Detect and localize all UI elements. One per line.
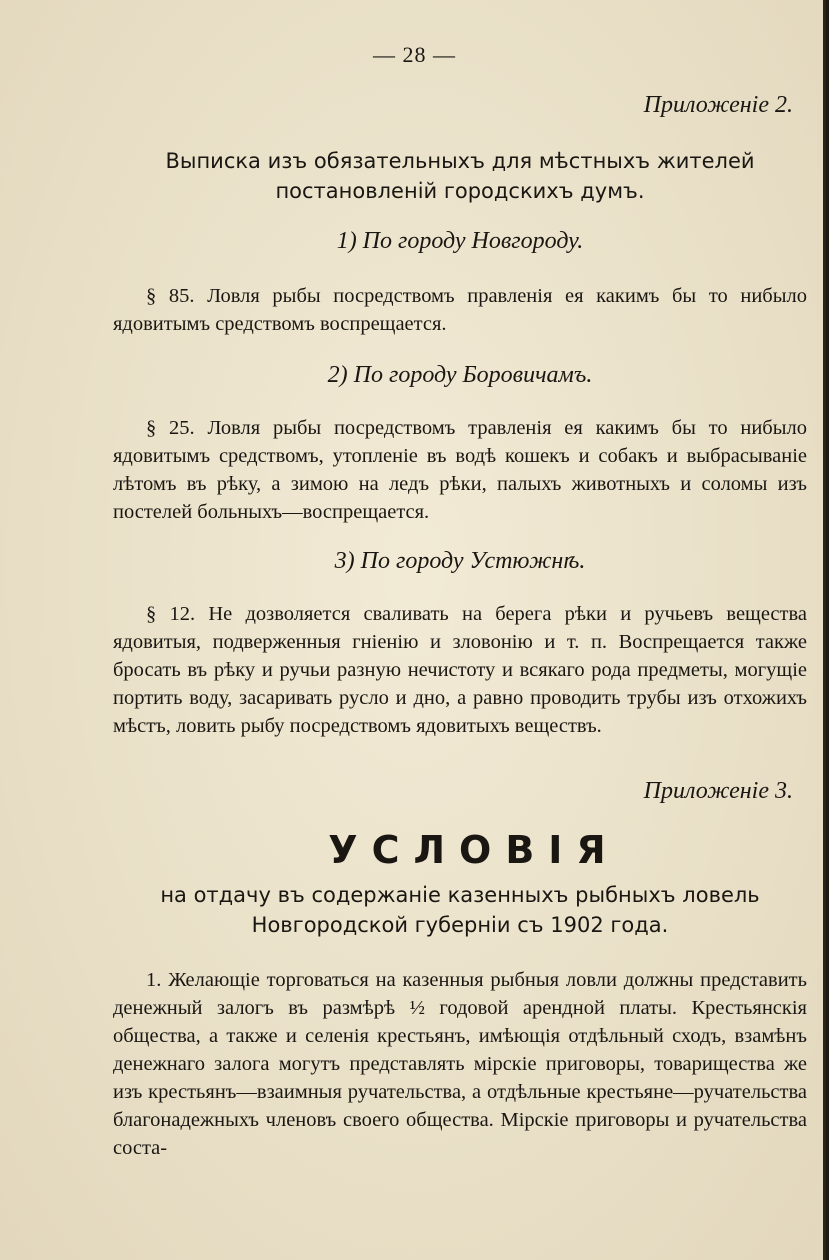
section-3-paragraph: § 12. Не дозволяется сваливать на берега рѣки и ручьевъ вещества ядовитыя, подверженныя гніенію и зловонію и т. п. Воспрещается также бросать въ рѣку и ручьи разную нечистоту и всякаго рода предметы, могущіе портить воду, засаривать русло и дно, а равно проводить трубы изъ отхожихъ мѣстъ, ловить рыбу посредствомъ ядовитыхъ веществъ. [113, 603, 807, 737]
section-1-paragraph: § 85. Ловля рыбы посредствомъ правленія ея какимъ бы то нибыло ядовитымъ средствомъ воспрещается. [113, 285, 807, 335]
clause-1-text [113, 966, 807, 1162]
page-edge [823, 0, 826, 1260]
section-3-city: 3) По городу Устюжнѣ. [334, 548, 586, 574]
appendix-3-label: Приложеніе 3. [643, 778, 793, 804]
section-2-city: 2) По городу Боровичамъ. [327, 362, 593, 388]
section-1-text [113, 282, 807, 338]
appendix-2-label: Приложеніе 2. [643, 92, 793, 118]
conditions-heading: на отдачу въ содержаніе казенныхъ рыбныхъ ловель Новгородской губерніи съ 1902 года. [160, 883, 760, 937]
conditions-title: УСЛОВІЯ [328, 828, 620, 872]
excerpt-heading: Выписка изъ обязательныхъ для мѣстныхъ жителей постановленій городскихъ думъ. [165, 149, 755, 203]
section-2-text [113, 414, 807, 526]
section-3-text [113, 600, 807, 740]
page-number: — 28 — [373, 42, 456, 67]
section-2-paragraph: § 25. Ловля рыбы посредствомъ травленія ея какимъ бы то нибыло ядовитымъ средствомъ, утопленіе въ водѣ кошекъ и собакъ и выбрасываніе лѣтомъ въ рѣку, а зимою на ледъ рѣки, палыхъ животныхъ и соломы изъ постелей больныхъ—воспрещается. [113, 417, 807, 523]
section-1-city: 1) По городу Новгороду. [336, 228, 584, 254]
clause-1-paragraph: 1. Желающіе торговаться на казенныя рыбныя ловли должны представить денежный залогъ въ размѣрѣ ½ годовой арендной платы. Крестьянскія общества, а также и селенія крестьянъ, имѣющія отдѣльный сходъ, взамѣнъ денежнаго залога могутъ представлять мірскіе приговоры, товарищества же изъ крестьянъ—взаимныя ручательства, а отдѣльные крестьяне—ручательства благонадежныхъ членовъ своего общества. Мірскіе приговоры и ручательства соста- [113, 969, 807, 1159]
